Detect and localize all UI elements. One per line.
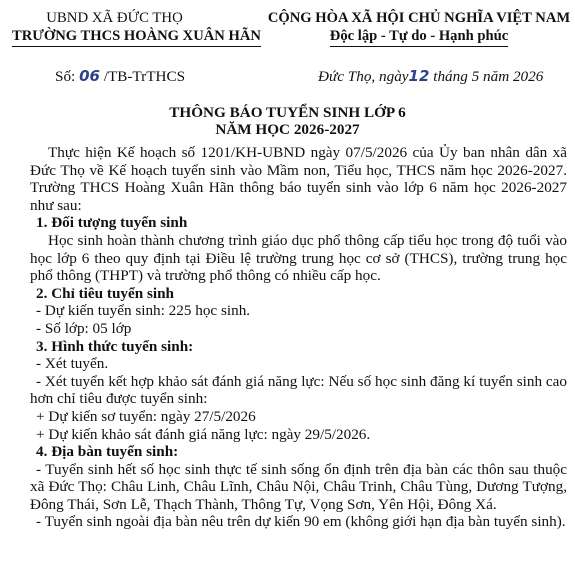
title-line-1: THÔNG BÁO TUYỂN SINH LỚP 6 [169,104,406,121]
ref-prefix: Số: [55,68,80,85]
national-motto: Độc lập - Tự do - Hạnh phúc [330,28,508,48]
ref-number: 06 [79,67,100,85]
section-3-item-4: + Dự kiến khảo sát đánh giá năng lực: ngày 29/5/2026. [36,425,371,443]
document-reference [55,68,185,86]
date-prefix: Đức Thọ, ngày [318,68,409,85]
national-name: CỘNG HÒA XÃ HỘI CHỦ NGHĨA VIỆT NAM [267,10,571,26]
section-1-heading: 1. Đối tượng tuyển sinh [36,214,188,232]
section-4-item-1: - Tuyển sinh hết số học sinh thực tế sinh sống ổn định trên địa bàn các thôn sau thuộc xã Đức Thọ: Châu Linh, Châu Lĩnh, Châu Nội, Châu Trinh, Châu Tùng, Dương Tượng, Đông Thái, Sơn Lễ, Thạch Thành, Thông Tự, Vọng Sơn, Yên Hội, Đông Xá. [30,460,567,513]
section-1-paragraph: Học sinh hoàn thành chương trình giáo dục phổ thông cấp tiểu học trong độ tuổi vào học lớp 6 theo quy định tại Điều lệ trường trung học cơ sở (THCS), trường trung học phổ thông (THPT) và trường phổ thông có nhiều cấp học. [30,231,567,285]
section-3-heading: 3. Hình thức tuyển sinh: [36,337,194,355]
issuer-school: TRƯỜNG THCS HOÀNG XUÂN HÃN [12,28,261,48]
national-motto-block [264,10,574,47]
title-line-2: NĂM HỌC 2026-2027 [215,121,360,138]
section-2-item-1: - Dự kiến tuyển sinh: 225 học sinh. [36,302,251,320]
issuer-authority: UBND XÃ ĐỨC THỌ [46,10,183,26]
document-body [30,144,567,531]
ref-suffix: /TB-TrTHCS [99,68,186,85]
intro-paragraph: Thực hiện Kế hoạch số 1201/KH-UBND ngày 07/5/2026 của Ủy ban nhân dân xã Đức Thọ về Kế hoạch tuyển sinh vào Mầm non, Tiểu học, THCS năm học 2026-2027. Trường THCS Hoàng Xuân Hãn thông báo tuyển sinh vào lớp 6 năm học 2026-2027 như sau: [30,144,567,214]
issuer-block [12,10,261,47]
section-3-item-2: - Xét tuyển kết hợp khảo sát đánh giá năng lực: Nếu số học sinh đăng kí tuyển sinh cao hơn chỉ tiêu được tuyển sinh: [30,372,567,408]
section-3-item-1: - Xét tuyển. [36,355,109,373]
document-date [318,68,543,86]
date-suffix: tháng 5 năm 2026 [429,68,544,85]
section-4-item-2: - Tuyển sinh ngoài địa bàn nêu trên dự kiến 90 em (không giới hạn địa bàn tuyển sinh). [36,513,566,531]
section-2-item-2: - Số lớp: 05 lớp [36,319,132,337]
section-2-heading: 2. Chỉ tiêu tuyển sinh [36,284,174,302]
date-day: 12 [408,67,430,85]
document-title [0,104,575,138]
section-3-item-3: + Dự kiến sơ tuyển: ngày 27/5/2026 [36,407,256,425]
section-4-heading: 4. Địa bàn tuyển sinh: [36,443,179,461]
